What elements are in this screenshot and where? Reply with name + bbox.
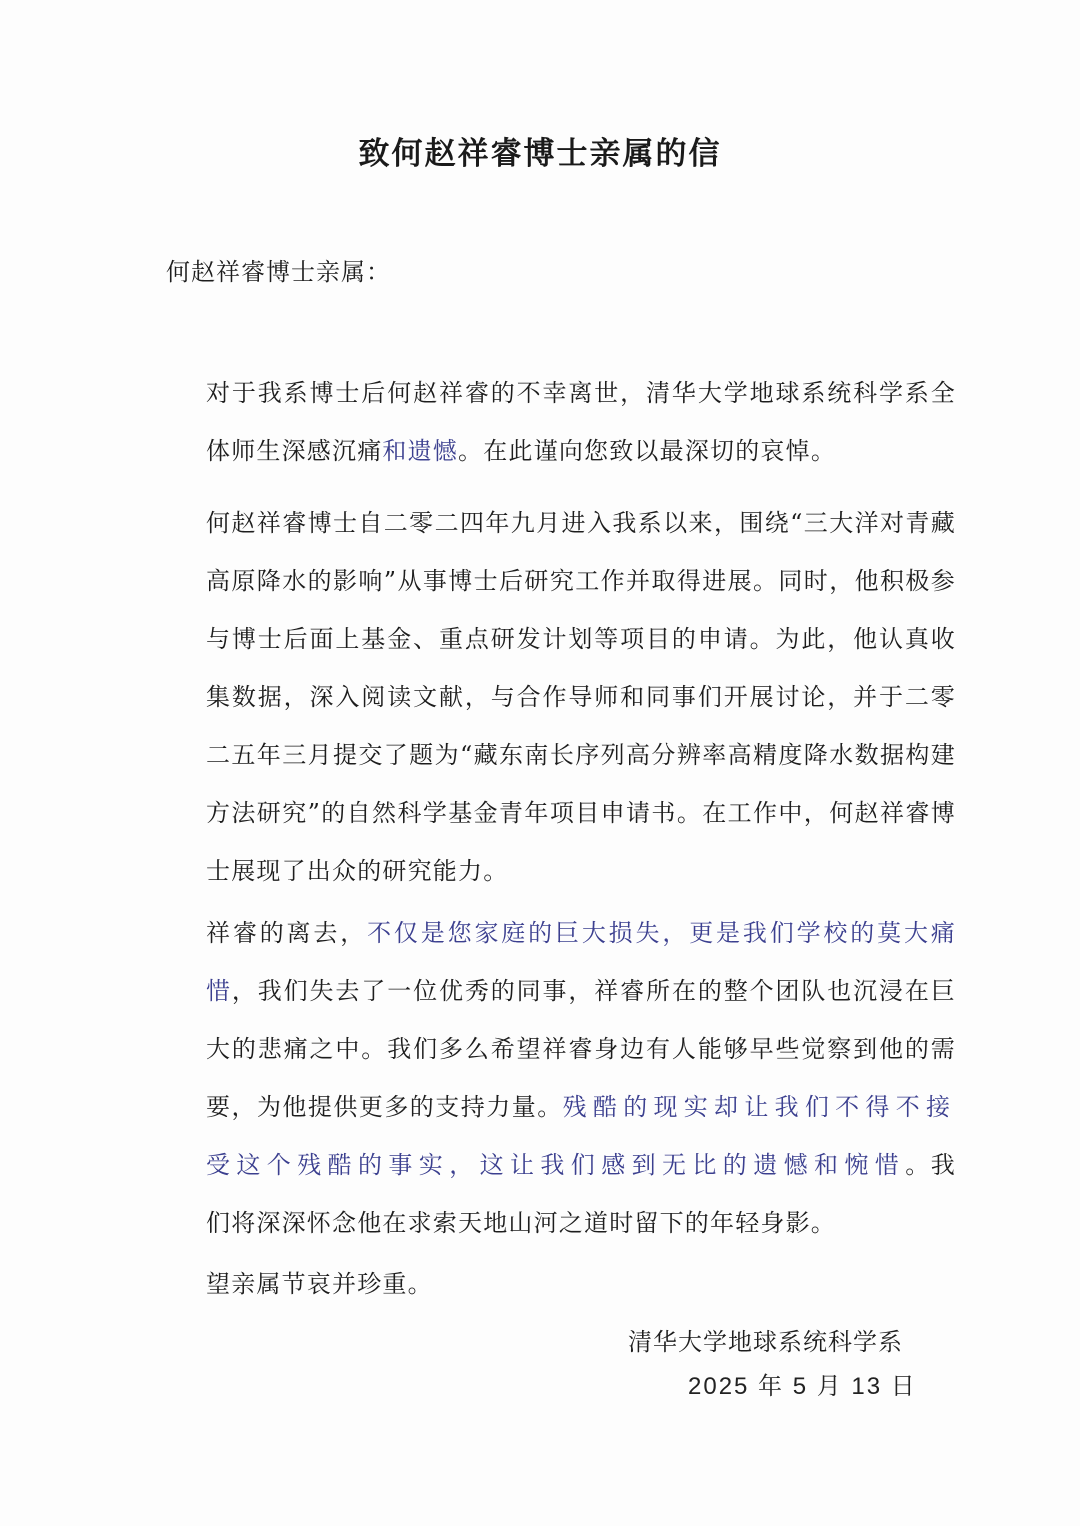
signature-date: 2025 年 5 月 13 日: [688, 1373, 917, 1400]
paragraph-1-text-c: 。在此谨向您致以最深切的哀悼。: [458, 437, 837, 465]
letter-title: 致何赵祥睿博士亲属的信: [358, 136, 722, 172]
paragraph-closing: 望亲属节哀并珍重。: [206, 1270, 433, 1298]
paragraph-3-text-c: ，我们失去了一位优秀的同事，祥睿所在的整个团队也沉浸在巨大的悲痛之中。我们多么希望祥睿身边有人能够早些觉察到他的需要，为他提供更多的支持力量。: [206, 977, 956, 1121]
paragraph-1-text-a: 对于我系博士后何赵祥睿的不幸离世，清华大学地球系统科学系全体师生深感沉痛: [206, 379, 956, 465]
paragraph-3-text-d: 残酷的现实却让我们不得不接受这个残酷的事实，这让我们感到无比的遗憾和惋惜: [206, 1093, 956, 1179]
signature-organization: 清华大学地球系统科学系: [628, 1328, 903, 1356]
paragraph-1-text-b: 和遗憾: [382, 437, 459, 465]
paragraph-condolence: [166, 364, 956, 480]
paragraph-3-text-b: 不仅是您家庭的巨大损失，更是我们学校的莫大痛惜: [206, 919, 957, 1005]
paragraph-research: 何赵祥睿博士自二零二四年九月进入我系以来，围绕“三大洋对青藏高原降水的影响”从事博士后研究工作并取得进展。同时，他积极参与博士后面上基金、重点研发计划等项目的申请。为此，他认真收集数据，深入阅读文献，与合作导师和同事们开展讨论，并于二零二五年三月提交了题为“藏东南长序列高分辨率高精度降水数据构建方法研究”的自然科学基金青年项目申请书。在工作中，何赵祥睿博士展现了出众的研究能力。: [206, 509, 956, 885]
salutation: 何赵祥睿博士亲属：: [166, 258, 391, 286]
paragraph-3-text-e: 。我们将深深怀念他在求索天地山河之道时留下的年轻身影。: [206, 1151, 957, 1237]
paragraph-3-text-a: 祥睿的离去，: [206, 919, 368, 947]
paragraph-loss: [166, 904, 956, 1252]
